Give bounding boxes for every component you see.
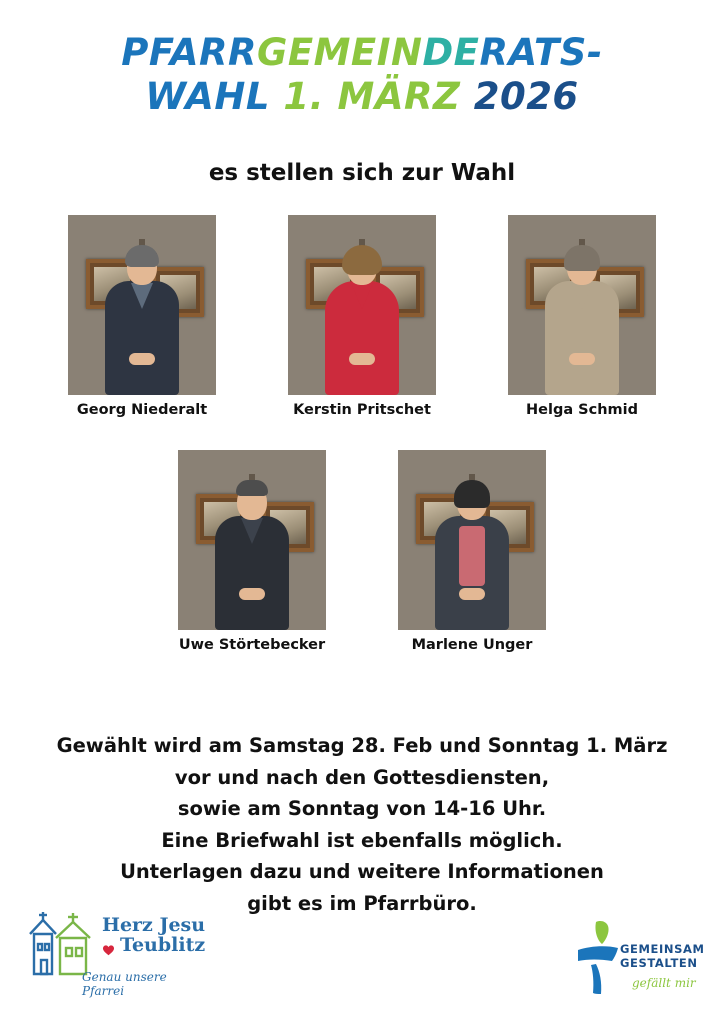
campaign-line2: GESTALTEN [620, 956, 698, 971]
heart-icon [102, 944, 115, 956]
candidate-card [508, 215, 656, 418]
person-silhouette [315, 245, 409, 395]
candidate-card [178, 450, 326, 653]
body-line: vor und nach den Gottesdiensten, [174, 765, 550, 789]
candidate-name: Marlene Unger [411, 637, 533, 653]
title-part-year: 2026 [473, 75, 579, 118]
parish-logo [22, 904, 212, 998]
candidate-row-bottom [0, 450, 724, 653]
candidate-name: Georg Niederalt [76, 402, 208, 418]
body-line: Gewählt wird am Samstag 28. Feb und Sonntag 1. März [56, 734, 668, 757]
candidate-card [398, 450, 546, 653]
candidate-photo [178, 450, 326, 630]
poster-title [0, 31, 724, 118]
poster-body-text [0, 730, 724, 919]
title-part-de: DE [422, 31, 480, 74]
body-line: gibt es im Pfarrbüro. [247, 891, 477, 915]
title-line-2 [0, 75, 724, 118]
candidate-photo [398, 450, 546, 630]
church-icon [22, 904, 98, 980]
parish-name [102, 916, 205, 956]
candidate-name: Kerstin Pritschet [293, 402, 431, 418]
candidate-photo [288, 215, 436, 395]
body-line: Eine Briefwahl ist ebenfalls möglich. [161, 828, 563, 852]
title-line-1 [0, 31, 724, 74]
candidate-card [288, 215, 436, 418]
parish-name-line1: Herz Jesu [102, 914, 206, 936]
person-silhouette [95, 245, 189, 395]
campaign-name [620, 942, 705, 971]
candidate-photo [68, 215, 216, 395]
person-silhouette [425, 480, 519, 630]
title-part-date: 1. MÄRZ [283, 75, 474, 118]
campaign-logo [572, 914, 704, 1002]
candidate-row-top [0, 215, 724, 418]
title-part-pfarr: PFARR [121, 31, 257, 74]
candidate-name: Helga Schmid [526, 402, 638, 418]
campaign-slogan: gefällt mir [632, 976, 696, 990]
person-silhouette [205, 480, 299, 630]
title-part-wahl: WAHL [145, 75, 284, 118]
parish-tagline: Genau unsere Pfarrei [82, 970, 167, 998]
body-line: sowie am Sonntag von 14-16 Uhr. [177, 797, 547, 821]
candidate-name: Uwe Störtebecker [178, 637, 326, 653]
campaign-line1: GEMEINSAM [620, 942, 705, 956]
poster-subtitle: es stellen sich zur Wahl [208, 160, 516, 186]
candidate-photo [508, 215, 656, 395]
parish-name-line2: Teublitz [120, 933, 206, 956]
title-part-gemein: GEMEIN [256, 31, 423, 74]
candidate-card [68, 215, 216, 418]
body-line: Unterlagen dazu und weitere Informationen [120, 860, 604, 884]
person-silhouette [535, 245, 629, 395]
title-part-rats: RATS- [479, 31, 603, 74]
